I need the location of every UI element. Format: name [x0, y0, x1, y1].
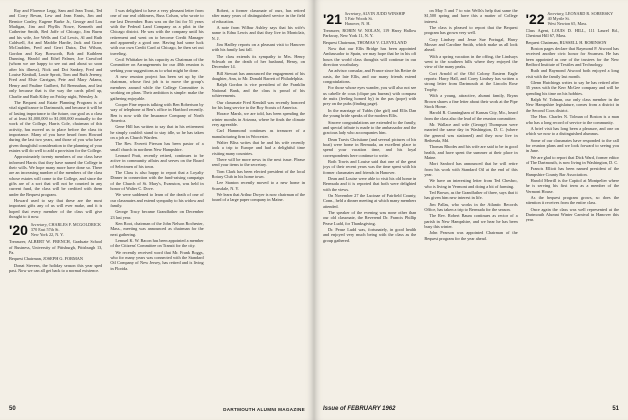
text-paragraph: Ray and Florence Legg, Sam and Jean Trout, Ted and Corry Bevan, Lew and Jean Ennis, Jim and Bernice Conley, Eugene Burke Jr., George and Lou Madigan, Jim and Phyllis Nowe, Kenneth and Catherine Smith, Red Jaffe of Chicago, Jim Burns and his wife, Joe Wells and Cal Lewis, Al and Ruth Caldwell, Art and Maddie Hardie, Jack and Grace McCrudden, Fred and Gerri Dutra, Dot Wilson, Gordon and Kay Bosworth, Bob and Kathleen Dunning, Harold and Ethel Palmer, Joe Crawford (whom we are happy to see out and about so soon after his illness), Nick and Dot Sankey, Fred and Louise Kimball, Louie Sprott, Tom and Ruth Jeremy, Fred and Elsie Carrigan, Pete and Mary Adams, Henry and Pauline Guilbert, Ed Brennahan, and last only because that is the way the cards piled up, Charlie and Ruth Kiley on Friday night, Wensley Jr.	[9, 8, 103, 99]
text-paragraph: Ken Root, chairman of the John Nelson Rochester, Mass., meeting was announced as chairman for the next gathering.	[110, 221, 204, 237]
class-heading-1922	[526, 11, 619, 26]
text-paragraph: Glenn Hutchings writes to say he has retired after 35 years with the Kerr McGee company and will be spending his time on his hobbies.	[525, 80, 619, 96]
page-number: 51	[612, 406, 619, 412]
text-paragraph: Harold Merrill is the Capitol at Montpelier where he is serving his first term as a member of the Vermont House.	[525, 177, 619, 194]
text-paragraph: In the marriage of Tubbs (the girl) and Ellis Dan the young bride speaks of the modern Ellis.	[323, 107, 417, 119]
text-paragraph: Both Travis and Louise said that one of the great joys of their recent years was the time spent with his former classmates and friends in Hanover.	[323, 158, 417, 175]
text-paragraph: Harold R. Cunningham of Kansas City, Mo., heard from the class also the lead of the reunion committee.	[424, 110, 518, 121]
left-page-columns	[9, 8, 305, 388]
secretary-role: Secretary,	[30, 222, 48, 228]
text-paragraph: Ralph Gordon is vice president of the Franklin National Bank, and the class is proud of his achievements.	[211, 82, 305, 99]
left-column-1	[9, 8, 102, 388]
text-paragraph: The Rev. Everett Pierson has been pastor of a small church in northern New Hampshire.	[110, 141, 204, 152]
class-year: '21	[323, 11, 342, 27]
right-page-columns	[323, 8, 619, 388]
left-column-3	[212, 8, 305, 388]
bequest-chairman-line: Bequest Chairman, THOMAS V. CLEVELAND	[323, 39, 407, 45]
class-year: '22	[525, 11, 545, 27]
right-page-footer	[323, 406, 619, 412]
text-paragraph: The speaker of the evening was none other than our old classmate, the Reverend Dr. Francis Phillip Pease Ludd, for Thanksgiving.	[323, 210, 417, 226]
left-page-footer	[9, 406, 305, 412]
class-year: '20	[9, 222, 28, 239]
secretary-role: Secretary,	[547, 11, 565, 16]
text-paragraph: Boston pages declare that Raymond P. Atwood has received another civic honor for Swansea. He has been appointed as one of the trustees for the New Bedford Institute of Textiles and Technology.	[525, 46, 619, 68]
text-paragraph: Jim Pallas, who works in the Atlantic Records Office, has taken a trip to Bermuda for the season.	[424, 201, 518, 213]
text-paragraph: The Class is also happy to report that a Loyalty Dinner in connection with the fund-raising campaign of the Church of St. Mary's, Evanston, was held in honor of Walter C. Dove.	[110, 169, 204, 191]
text-paragraph: Horace Marsh, we are told, has been spending the winter months in Arizona, where he finds the climate very agreeable.	[211, 111, 305, 127]
page-number: 50	[9, 406, 16, 412]
treasurer-line: Treasurer, ROBIN W. NOLAN, 119 Harry Hallow Parkway, New York 11, N. Y.	[323, 28, 417, 39]
text-paragraph: Cory Lindsey and Jesse Sue Portugal, Harry Mosser and Caroline Smith, which make us all look ahead.	[424, 36, 518, 53]
text-paragraph: Gene Hill has written to say that in his retirement he simply couldn't stand to stay idle, so he has taken on a job as Church Warden.	[110, 124, 204, 140]
class-agent-line: Class Agent, LOUIS D. HILL, 111 Laurel Rd., Chestnut Hill 67, Mass.	[525, 28, 619, 39]
text-paragraph: John Pearson was appointed Chairman of the Bequest program for the year ahead.	[424, 230, 518, 241]
text-paragraph: There will be more news in the next issue. Please send your items to the secretary.	[211, 156, 305, 168]
secretary-info	[31, 222, 101, 237]
text-paragraph: We have an interesting letter from Ted Chesbro, who is living in Vermont and doing a bit of farming.	[424, 178, 518, 189]
text-paragraph: On November 27 the Lucinae of Fairfield County, Conn., held a dinner meeting at which many members attended.	[323, 192, 417, 209]
text-paragraph: Now that our Ellis Bridge has been appointed Ambassador to Spain, we may hope that he in his off hours the world class thoughts will continue in our direction vocabulary.	[323, 46, 417, 68]
text-paragraph: Mort Sanford has announced that he will retire from his work with Standard Oil at the end of this year.	[424, 161, 518, 177]
text-paragraph: Donat Stevens, the holiday season this year sped past. Now we can all get back to a normal existence.	[9, 262, 103, 274]
text-paragraph: The class is pleased to report that the Bequest program has grown very well.	[424, 25, 518, 36]
text-paragraph: The Rev. Robert Baum continues as rector of a parish in New Hampshire, and we hear he has been busy this winter.	[424, 213, 518, 230]
issue-date: Issue of FEBRUARY 1962	[323, 406, 396, 412]
secretary-name: LEONARD R. SOBERSKY	[565, 11, 614, 16]
text-paragraph: An advisor consular, and France since his Retire de oasis, the late Ellis, and our many friends extend congratulations.	[323, 68, 417, 85]
bequest-chairman-line: Bequest Chairman, RUSSELL H. ROBINSON	[525, 39, 607, 45]
text-paragraph: Lemuel K. W. Bacon has been appointed a member of the Citizens' Committee on Transit for the city.	[110, 238, 204, 249]
text-paragraph: Bill Stewart has announced the engagement of his daughter, Ann, to Mr. Donald Barrett of Philadelphia.	[211, 70, 305, 82]
text-paragraph: Walter Bliss writes that he and his wife recently took a trip to Europe and had a delightful time visiting many countries.	[211, 139, 305, 156]
text-paragraph: Cooper Fine reports talking with Ben Robertson by way of telephone at Ben's office in Hartford recently. Ben is now with the Insurance Company of North America.	[110, 101, 204, 123]
secretary-city: Hanover, N. H.	[344, 21, 371, 26]
text-paragraph: A new reunion project has been set up by the chairman, whose first job is to move the group's members around while the College Committee is working on plans. Their ambition is simple: make the gathering enjoyable.	[110, 74, 204, 101]
text-paragraph: For those whose eyes wander, you will also not see us cabelle de cous (clique pas bureau) with compass de nuits (feeling homed by) in the pas (pope) with prey on the pubs (finding page).	[323, 85, 417, 107]
text-paragraph: Thomas Rhodes and his wife are said to be in good health, and have spent the summer at their place in Maine.	[424, 144, 518, 160]
text-paragraph: Cort Arnold of the Old Colony Eastern Eagle reports: Harry Hall, and Corey Lindsey has written a strong letter from Dartmouth at the Lincoln Rose Trophy.	[424, 70, 518, 92]
text-paragraph: Our classmate Fred Kendall was recently honored for his long service to the Boy Scouts of America.	[211, 99, 305, 110]
secretary-name: CHARLES F. MCGOLDRICK	[48, 222, 102, 228]
text-paragraph: As the bequest program grows, so does the attention it receives from the entire class.	[525, 194, 619, 206]
text-paragraph: Jim Hadley reports on a pleasant visit to Hanover with his family last fall.	[211, 42, 305, 53]
text-paragraph: Some of our classmates have responded to the call for reunion plans and we look forward to seeing you in June.	[525, 137, 619, 154]
text-paragraph: I was delighted to have a very pleasant letter from one of our real oldtimers, Russ Colson, who wrote to me last December. Russ was on the list for 51 years with the Federal Land Company as a pilot in the Chicago district. He was with the company until his retirement and went on to become Credit Manager and apparently a good one. Having had some luck with our own Credit Card at Chicago, he then set out traveling.	[110, 8, 204, 56]
class-heading-1920	[9, 222, 102, 237]
text-paragraph: Francis Elliott has been named president of the Hampshire County Bar Association.	[525, 166, 619, 177]
text-paragraph: Dr. Pease Ludd was, fortunately, in good health and enjoyed very much being with the class as the group gathered.	[323, 227, 417, 243]
secretary-city: West Newton 65, Mass.	[547, 21, 588, 26]
text-paragraph: Cecil Whittaker in his capacity as Chairman of the Committee on Arrangements for our 40th reunion is seeking your suggestions as to what might be done.	[110, 57, 204, 73]
text-paragraph: George Tracy became Grandfather on December 23 last year.	[110, 209, 204, 220]
text-paragraph: Ted Brown, as the Grandfather of three, says that it has given him new interest in life.	[424, 190, 518, 201]
left-column-2	[110, 8, 203, 388]
secretary-address: 40 Myrtle St.	[547, 16, 570, 21]
secretary-address: 5 Fair Woods St.	[344, 16, 373, 21]
right-page	[314, 0, 628, 420]
secretary-info	[548, 11, 614, 26]
text-paragraph: A brief visit has long been a pleasure, and one on which we now to a distinguished alumnus.	[525, 125, 619, 137]
text-paragraph: We are glad to report that Dick Ward, former editor of The Dartmouth, is now living in Washington, D. C.	[525, 154, 619, 165]
text-paragraph: We learn that Arthur Dwyer is now chairman of the board of a large paper company in Maine.	[211, 192, 305, 203]
text-paragraph: Once again the class was well represented at the Dartmouth Alumni Winter Carnival in Hanover this year.	[525, 206, 619, 223]
secretary-address: 370 East 57th St.	[30, 227, 60, 233]
text-paragraph: Ruth and Raymond Atwood both enjoyed a long visit with the family last month.	[525, 68, 619, 79]
text-paragraph: Ralph W. Tolman, our only class member in the New Hampshire legislature, comes from a district in the Second Coos district.	[525, 97, 619, 113]
text-paragraph: We were saddened to learn of the death of one of our classmates and extend sympathy to his widow and family.	[110, 192, 204, 209]
secretary-info	[345, 11, 405, 26]
text-paragraph: The Hon. Charles N. Tolman of Boston is a man who has a long record of service to the community.	[525, 114, 619, 125]
text-paragraph: The class extends its sympathy to Mrs. Henry Schwab on the death of her husband, Henry, on December 14.	[211, 53, 305, 70]
text-paragraph: Howard used to say that these are the most important gifts any of us will ever make, and it is hoped that every member of the class will give thought to it now.	[9, 198, 103, 220]
secretary-city: New York 22, N. Y.	[30, 232, 64, 238]
text-paragraph: Approximately twenty members of our class have informed Harris that they have named the College in their wills. We hope many more have done so. There are an increasing number of the members of the class whose estates will come to the College, and since the gifts are of a sort that will not be counted in any current fund, the class will be credited with them under the Bequest program.	[9, 154, 103, 197]
text-paragraph: The Bequest and Estate Planning Program is of vital significance to Dartmouth, and because it will be of lasting importance to the future, our goal as a class of at least $1,000,000 to $1,000,000 mutually to the work of the College, Harris Cole, chairman of this activity, has moved us to place before the class its importance. Many of you have heard from Howard during the last two years, and those of you who have given thoughtful consideration to the planning of your estates will do well to add a provision for the College.	[9, 99, 103, 153]
class-heading-1921	[323, 11, 416, 26]
text-paragraph: We recently received word that Mr. Frank Boggs, who for many years was connected with the Standard Oil Company of New Jersey, has retired and is living in Florida.	[110, 249, 204, 271]
text-paragraph: Mr. Wallace and wife (George) Thompson were married the same day in Washington, D. C. (where the general was stationed) and they now live in Bethesda, Md.	[424, 121, 518, 143]
secretary-name: ALVIN JUDD WINSHIP	[362, 11, 406, 16]
text-paragraph: Dean and Louise were able to visit his old home in Bermuda and it is reported that both were delighted with the views.	[323, 175, 417, 192]
text-paragraph: With a young, attractive, alumni family, Bryan Brown shares a fine letter about their work at the Pipe Stock Home.	[424, 93, 518, 109]
text-paragraph: A note from Wilbur Ashley says that his wife's name is Edna Lewis and that they live in Montclair, N. J.	[211, 25, 305, 41]
text-paragraph: Sincere congratulations are extended to the family, and special tribute is made to the ambassador and the gracious lady who accompanies him.	[323, 119, 417, 136]
right-column-2	[424, 8, 517, 388]
text-paragraph: on May 5 and 7 to win Wells's help that same the $1,500 spring and have this a matter of College interest.	[424, 8, 518, 24]
right-column-1	[323, 8, 416, 388]
text-paragraph: With a spring vacation in the offing, the Lindsays went to the southern hills where they enjoyed the view of the many peaks.	[424, 53, 518, 70]
text-paragraph: Lee Stanton recently moved to a new home in Scarsdale, N. Y.	[211, 180, 305, 191]
text-paragraph: Leonard Pratt, recently retired, continues to be active in community affairs and serves on the Board of Selectmen of his town.	[110, 152, 204, 169]
text-paragraph: Dean Travis Christiane (and several pictures of his boat) were home in Bermuda, an excellent place to spend your vacation time, and his loyal correspondents here continue to write.	[323, 136, 417, 158]
text-paragraph: Tom Clark has been elected president of the local Rotary Club in his home town.	[211, 168, 305, 179]
treasurer-line: Treasurer, ALBERT W. FRENCH, Graduate School of Business, University of Pittsburgh, Pittsburgh 13, Pa.	[9, 239, 103, 256]
text-paragraph: Carl Hammond continues as treasurer of a manufacturing firm in Worcester.	[211, 128, 305, 139]
bequest-chairman-line: Bequest Chairman, JOSEPH G. FORMAN	[9, 256, 84, 262]
right-column-3	[526, 8, 619, 388]
magazine-title: DARTMOUTH ALUMNI MAGAZINE	[223, 406, 305, 412]
text-paragraph: Robert, a former classmate of ours, has retired after many years of distinguished service in the field of education.	[211, 8, 305, 24]
secretary-role: Secretary,	[344, 11, 362, 16]
